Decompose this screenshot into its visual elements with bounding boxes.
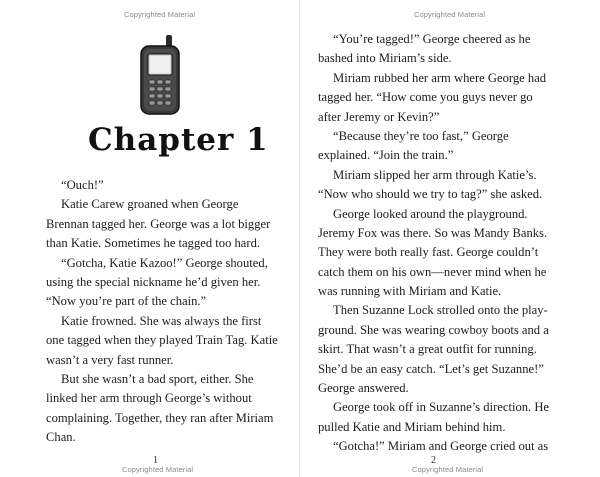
right-page-text xyxy=(318,30,552,457)
text-line: “Ouch!” xyxy=(61,178,104,192)
text-line: pulled Katie and Miriam behind him. xyxy=(318,419,506,434)
text-line: Then Suzanne Lock strolled onto the play- xyxy=(333,303,548,318)
copyright-watermark-top: Copyrighted Material xyxy=(414,10,486,19)
text-line: George answered. xyxy=(318,381,409,396)
text-line: catch them on his own—never mind when he xyxy=(318,264,547,279)
text-line: linked her arm through George’s without xyxy=(46,391,252,406)
text-line: Miriam rubbed her arm where George had xyxy=(333,70,547,85)
text-line: after Jeremy or Kevin?” xyxy=(318,109,440,124)
text-line: using the special nickname he’d given her. xyxy=(46,274,261,289)
text-line: tagged her. “How come you guys never go xyxy=(318,90,533,105)
text-line: one tagged when they played Train Tag. Katie xyxy=(46,333,278,348)
text-line: “Now who should we try to tag?” she asked. xyxy=(318,187,543,202)
copyright-watermark-bottom: Copyrighted Material xyxy=(122,465,194,474)
text-line: Jeremy Fox was there. So was Mandy Banks. xyxy=(318,225,548,240)
text-line: wasn’t a very fast runner. xyxy=(46,352,174,367)
page-number: 2 xyxy=(431,455,436,466)
text-line: “You’re tagged!” George cheered as he xyxy=(333,32,531,46)
text-line: She’d be an easy catch. “Let’s get Suzanne!” xyxy=(318,361,544,376)
text-line: “Now you’re part of the chain.” xyxy=(46,294,207,309)
text-line: bashed into Miriam’s side. xyxy=(318,51,452,66)
text-line: was running with Miriam and Katie. xyxy=(318,284,502,299)
copyright-watermark-bottom: Copyrighted Material xyxy=(412,465,484,474)
text-line: Chan. xyxy=(46,430,76,445)
text-line: “Gotcha, Katie Kazoo!” George shouted, xyxy=(61,255,268,270)
text-line: ground. She was wearing cowboy boots and a xyxy=(318,322,549,337)
text-line: “Gotcha!” Miriam and George cried out as xyxy=(333,439,549,454)
page-number: 1 xyxy=(153,455,158,466)
copyright-watermark-top: Copyrighted Material xyxy=(124,10,196,19)
text-line: Brennan tagged her. George was a lot bigger xyxy=(46,216,271,231)
cell-phone-icon xyxy=(138,34,182,116)
text-line: But she wasn’t a bad sport, either. She xyxy=(61,371,254,386)
text-line: Miriam slipped her arm through Katie’s. xyxy=(333,167,537,182)
left-page-text xyxy=(46,176,278,447)
text-line: George looked around the playground. xyxy=(333,206,528,221)
text-line: complaining. Together, they ran after Miriam xyxy=(46,410,274,425)
text-line: Katie Carew groaned when George xyxy=(61,197,239,212)
text-line: explained. “Join the train.” xyxy=(318,148,454,163)
chapter-title: Chapter 1 xyxy=(88,122,269,158)
text-line: than Katie. Sometimes he tagged too hard. xyxy=(46,236,261,251)
text-line: skirt. That wasn’t a great outfit for running. xyxy=(318,342,537,357)
text-line: They were both really fast. George couldn’t xyxy=(318,245,539,260)
text-line: “Because they’re too fast,” George xyxy=(333,128,509,143)
right-page xyxy=(300,0,600,477)
text-line: Katie frowned. She was always the first xyxy=(61,313,262,328)
text-line: George took off in Suzanne’s direction. He xyxy=(333,400,550,415)
